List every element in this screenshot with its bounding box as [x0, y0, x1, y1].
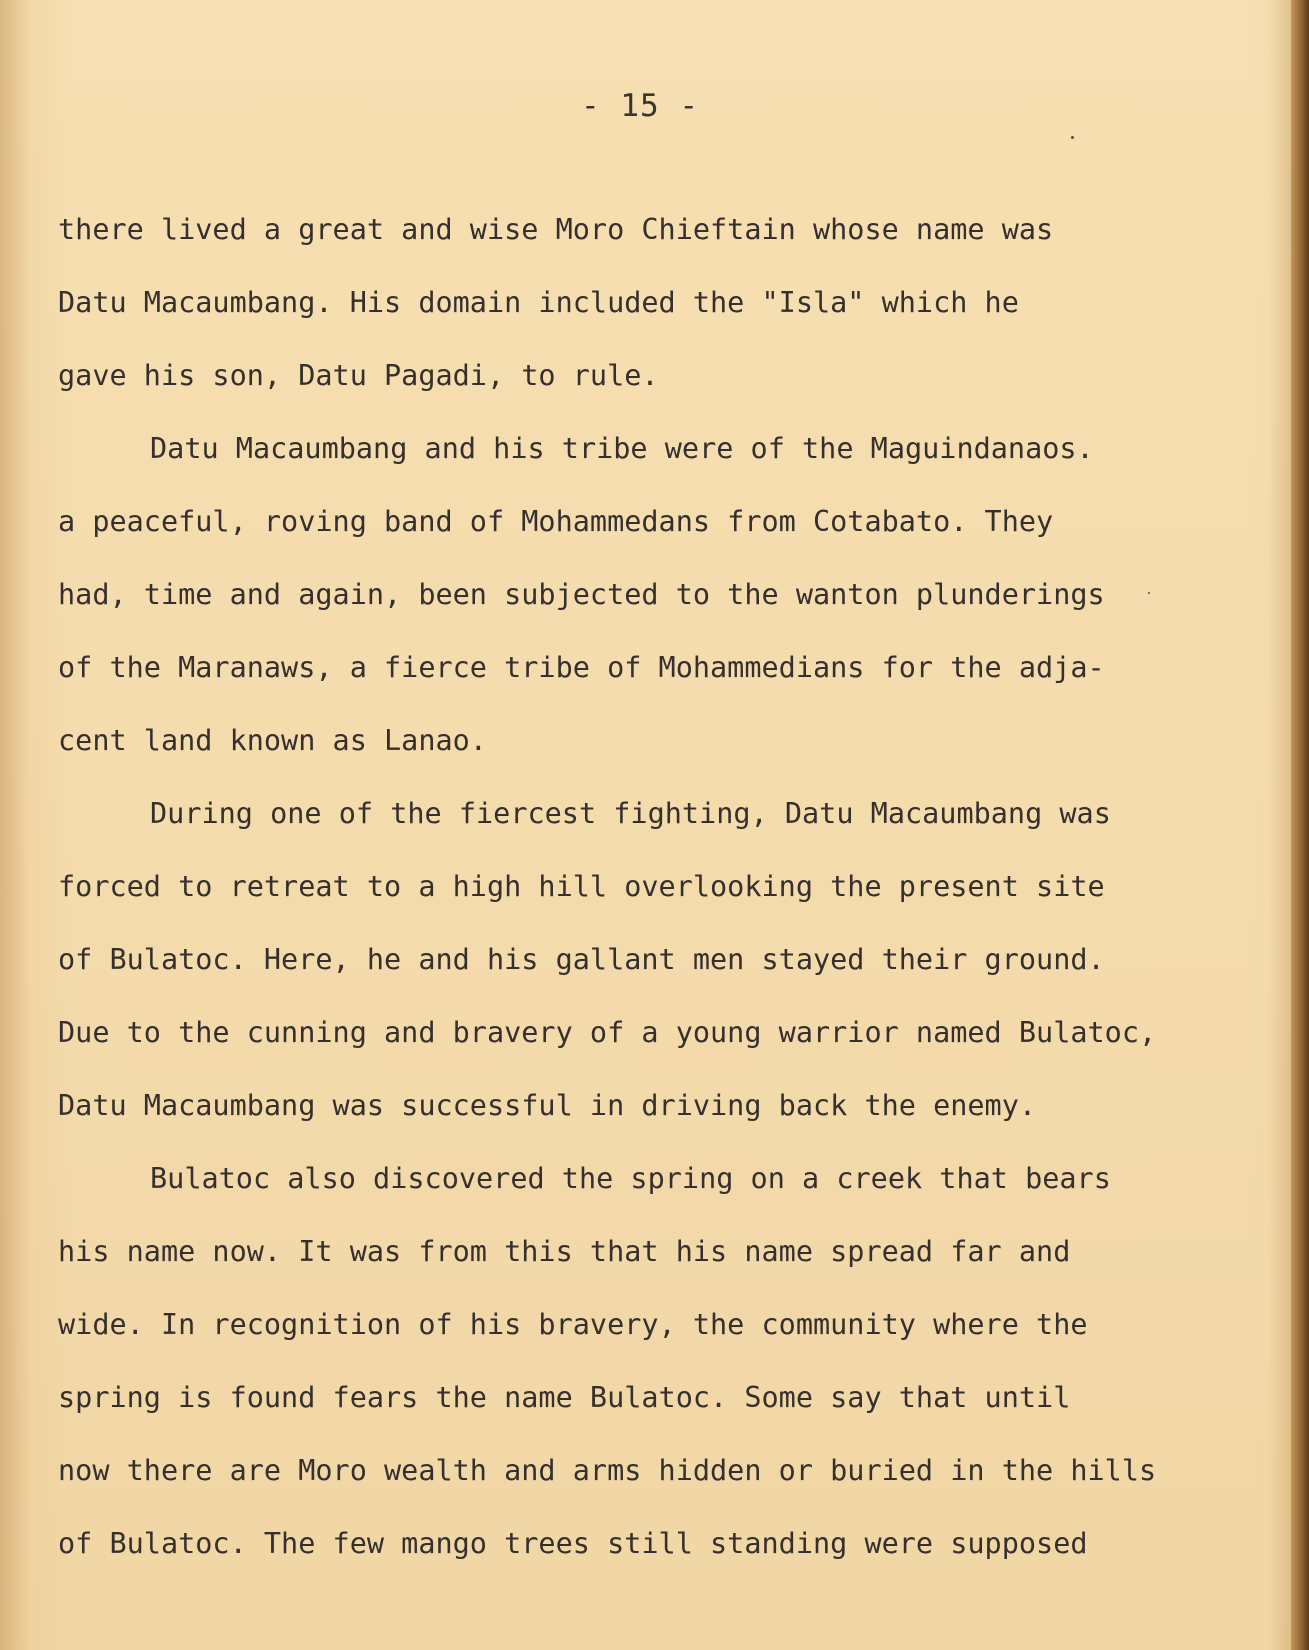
- text-line: Datu Macaumbang. His domain included the "Isla" which he: [58, 286, 1019, 319]
- text-line: wide. In recognition of his bravery, the community where the: [58, 1308, 1088, 1341]
- text-line: of Bulatoc. Here, he and his gallant men stayed their ground.: [58, 943, 1105, 976]
- text-line: had, time and again, been subjected to the wanton plunderings: [58, 578, 1105, 611]
- text-line: his name now. It was from this that his name spread far and: [58, 1235, 1071, 1268]
- paper-speck: [1148, 592, 1150, 594]
- text-line: there lived a great and wise Moro Chieftain whose name was: [58, 213, 1054, 246]
- page-edge-shadow: [1291, 0, 1309, 1650]
- body-text: [58, 193, 1218, 1580]
- text-line: Due to the cunning and bravery of a young warrior named Bulatoc,: [58, 1016, 1157, 1049]
- text-line: a peaceful, roving band of Mohammedans from Cotabato. They: [58, 505, 1054, 538]
- text-line: of the Maranaws, a fierce tribe of Mohammedians for the adja-: [58, 651, 1105, 684]
- text-line: Bulatoc also discovered the spring on a creek that bears: [150, 1162, 1111, 1195]
- text-line: of Bulatoc. The few mango trees still standing were supposed: [58, 1527, 1088, 1560]
- text-line: gave his son, Datu Pagadi, to rule.: [58, 359, 659, 392]
- text-line: now there are Moro wealth and arms hidden or buried in the hills: [58, 1454, 1157, 1487]
- text-line: forced to retreat to a high hill overlooking the present site: [58, 870, 1105, 903]
- text-line: cent land known as Lanao.: [58, 724, 487, 757]
- text-line: spring is found fears the name Bulatoc. Some say that until: [58, 1381, 1071, 1414]
- paper-speck: [1071, 136, 1074, 139]
- page-number: - 15 -: [581, 88, 699, 124]
- text-line: Datu Macaumbang and his tribe were of the Maguindanaos.: [150, 432, 1094, 465]
- text-line: Datu Macaumbang was successful in driving back the enemy.: [58, 1089, 1037, 1122]
- text-line: During one of the fiercest fighting, Datu Macaumbang was: [150, 797, 1111, 830]
